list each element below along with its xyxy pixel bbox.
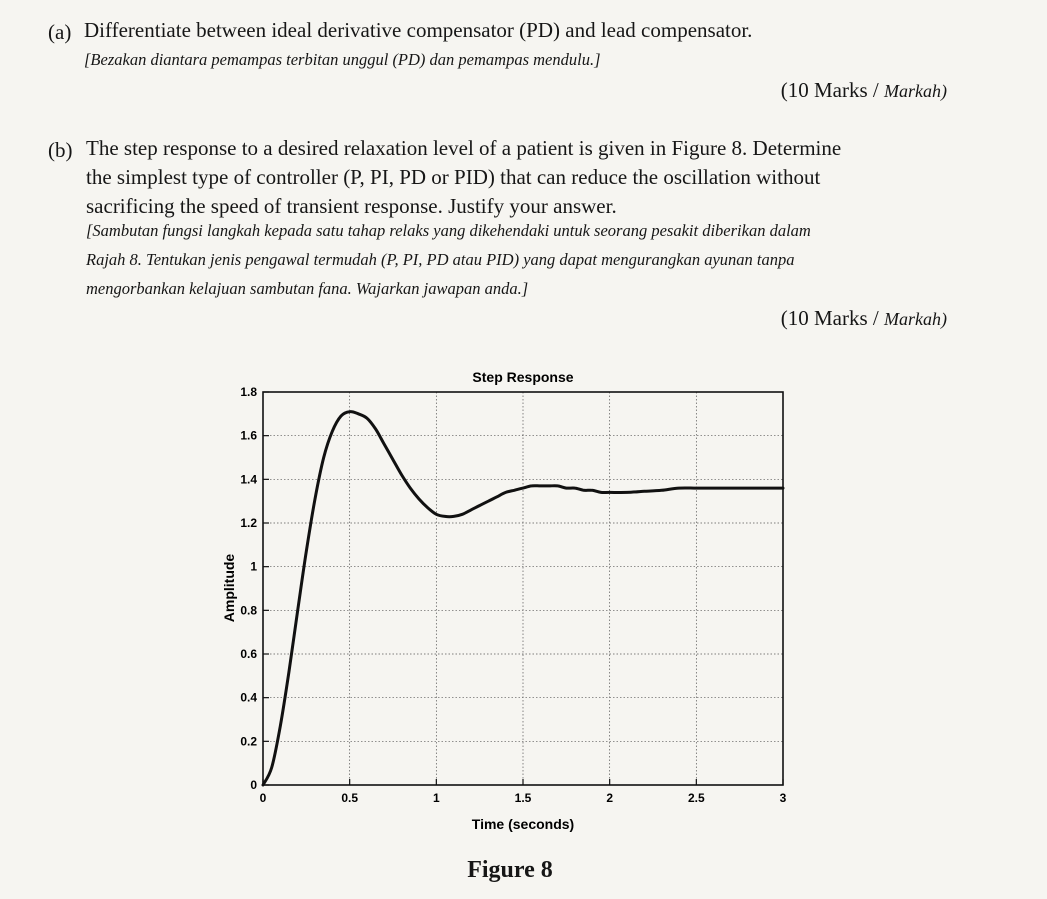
question-b-malay-line-1: [Sambutan fungsi langkah kepada satu tahap relaks yang dikehendaki untuk seorang pesakit diberikan dalam xyxy=(86,221,811,240)
chart-title: Step Response xyxy=(472,369,574,385)
grid xyxy=(263,392,783,785)
ticks xyxy=(240,385,786,805)
question-a-text: Differentiate between ideal derivative compensator (PD) and lead compensator. xyxy=(84,18,753,42)
figure-caption: Figure 8 xyxy=(467,857,553,883)
question-b-marks xyxy=(781,306,947,331)
question-b-line-2: the simplest type of controller (P, PI, PD or PID) that can reduce the oscillation without xyxy=(86,165,821,189)
y-tick-label: 0.2 xyxy=(240,734,257,749)
y-tick-label: 0 xyxy=(250,778,257,792)
y-tick-label: 1.4 xyxy=(240,472,257,487)
y-tick-label: 0.4 xyxy=(240,690,257,705)
question-a-marks xyxy=(781,78,947,103)
marks-my: Markah) xyxy=(884,81,947,101)
y-tick-label: 1 xyxy=(250,559,257,574)
y-tick-label: 1.6 xyxy=(240,428,257,443)
marks-en: (10 Marks / xyxy=(780,78,879,102)
question-a-malay: [Bezakan diantara pemampas terbitan unggul (PD) dan pemampas mendulu.] xyxy=(84,50,601,69)
y-tick-label: 0.6 xyxy=(240,647,257,661)
x-tick-label: 2 xyxy=(606,791,614,805)
y-tick-label: 1.2 xyxy=(240,516,257,530)
x-tick-label: 2.5 xyxy=(687,791,705,805)
marks-my: Markah) xyxy=(884,309,947,329)
question-b-line-3: sacrificing the speed of transient response. Justify your answer. xyxy=(86,194,617,218)
x-tick-label: 0 xyxy=(259,791,267,805)
step-response-chart xyxy=(210,358,810,838)
marks-en: (10 Marks / xyxy=(780,306,879,330)
question-b-malay xyxy=(86,216,811,303)
y-tick-label: 1.8 xyxy=(240,385,257,399)
x-axis-label: Time (seconds) xyxy=(471,816,575,832)
x-tick-label: 1 xyxy=(432,791,440,805)
question-b-malay-line-2: Rajah 8. Tentukan jenis pengawal termudah (P, PI, PD atau PID) yang dapat mengurangkan ayunan tanpa xyxy=(86,250,795,269)
x-tick-label: 0.5 xyxy=(341,791,359,805)
y-axis-label: Amplitude xyxy=(221,553,237,623)
question-b-malay-line-3: mengorbankan kelajuan sambutan fana. Wajarkan jawapan anda.] xyxy=(86,279,529,298)
y-tick-label: 0.8 xyxy=(240,603,257,618)
question-a-label: (a) xyxy=(48,20,72,44)
question-b-text xyxy=(86,134,841,221)
x-tick-label: 3 xyxy=(779,791,787,805)
x-tick-label: 1.5 xyxy=(514,791,532,805)
question-b-label: (b) xyxy=(48,138,73,162)
question-b-line-1: The step response to a desired relaxation level of a patient is given in Figure 8. Determine xyxy=(86,136,842,160)
